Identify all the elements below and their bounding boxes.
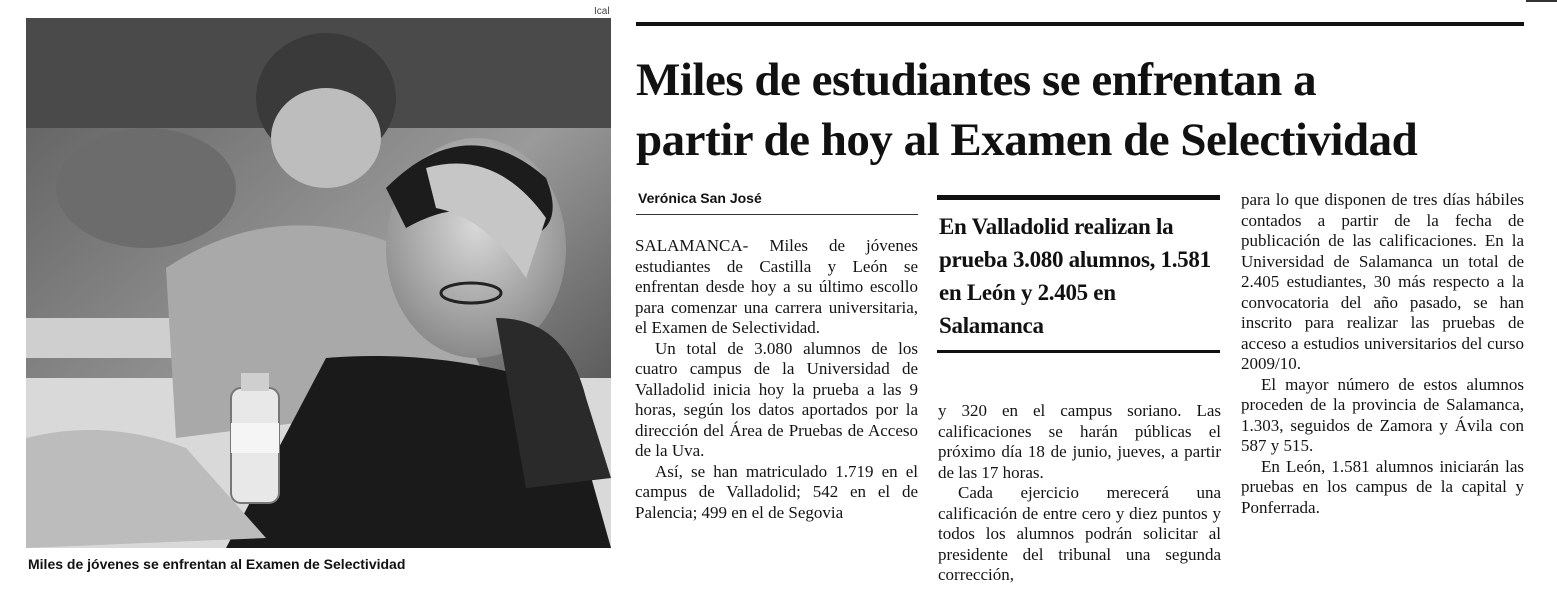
pullquote-top-rule <box>937 195 1220 200</box>
paragraph: y 320 en el campus soriano. Las calificaciones se harán públicas el próximo día 18 de junio, jueves, a partir de las 17 horas. <box>938 401 1221 482</box>
pullquote-bottom-rule <box>937 350 1220 353</box>
headline-line-1: Miles de estudiantes se enfrentan a <box>636 54 1317 106</box>
byline: Verónica San José <box>638 190 762 206</box>
paragraph: Cada ejercicio merecerá una calificación de entre cero y diez puntos y todos los alumnos podrán solicitar al presidente del tribunal una segunda corrección, <box>938 483 1221 584</box>
pullquote: En Valladolid realizan la prueba 3.080 alumnos, 1.581 en León y 2.405 en Salamanca <box>939 214 1211 338</box>
headline-top-rule <box>636 22 1524 26</box>
page-edge-rule <box>1526 0 1557 2</box>
paragraph: Un total de 3.080 alumnos de los cuatro campus de la Universidad de Valladolid inicia hoy la prueba a las 9 horas, según los datos aportados por la dirección del Área de Pruebas de Acceso de la Uva. <box>635 338 918 460</box>
paragraph: para lo que disponen de tres días hábiles contados a partir de la fecha de publicación de las calificaciones. En la Universidad de Salamanca un total de 2.405 estudiantes, 30 más respecto a la convocatoria del año pasado, se han inscrito para realizar las pruebas de acceso a estudios universitarios del curso 2009/10. <box>1241 190 1524 373</box>
paragraph: Así, se han matriculado 1.719 en el campus de Valladolid; 542 en el de Palencia; 499 en el de Segovia <box>635 461 918 522</box>
headline-line-2: partir de hoy al Examen de Selectividad <box>636 114 1418 166</box>
paragraph: El mayor número de estos alumnos proceden de la provincia de Salamanca, 1.303, seguidos de Zamora y Ávila con 587 y 515. <box>1241 374 1524 455</box>
body-column-3 <box>1241 190 1524 518</box>
body-column-2 <box>938 401 1221 586</box>
byline-rule <box>636 214 918 215</box>
paragraph: En León, 1.581 alumnos iniciarán las pruebas en los campus de la capital y Ponferrada. <box>1241 456 1524 517</box>
body-column-1 <box>635 236 918 523</box>
article-headline <box>636 50 1536 170</box>
paragraph: SALAMANCA- Miles de jóvenes estudiantes de Castilla y León se enfrentan desde hoy a su último escollo para comenzar una carrera universitaria, el Examen de Selectividad. <box>635 236 918 337</box>
news-photo <box>26 18 611 548</box>
photo-caption: Miles de jóvenes se enfrentan al Examen de Selectividad <box>28 556 406 572</box>
photo-credit: Ical <box>594 6 610 17</box>
exam-students-photo-illustration <box>26 18 611 548</box>
